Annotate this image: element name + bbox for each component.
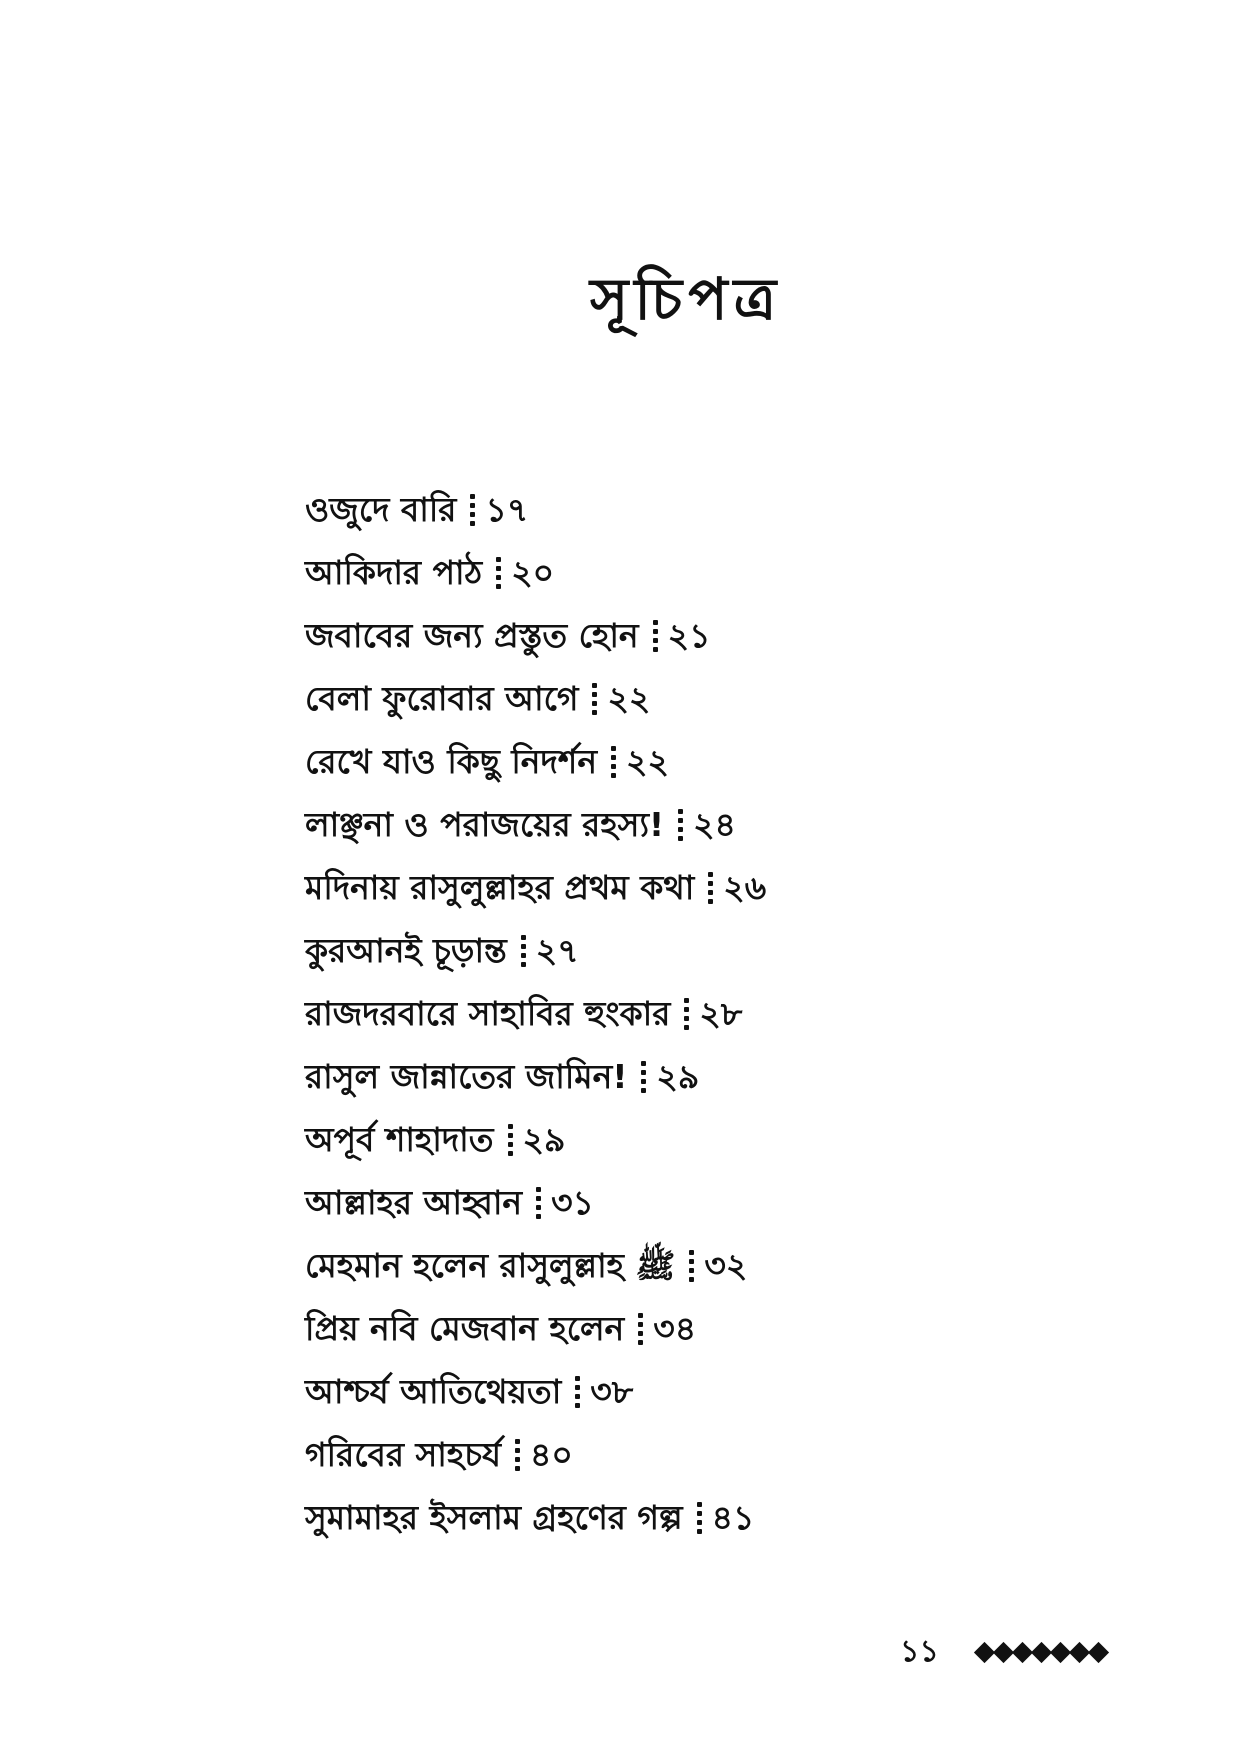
toc-entry-page: ৪১ xyxy=(711,1498,755,1537)
toc-entry-title: রাসুল জান্নাতের জামিন! xyxy=(305,1057,628,1096)
toc-entry-page: ৩২ xyxy=(704,1246,748,1285)
dotted-separator-icon xyxy=(653,619,658,653)
dotted-separator-icon xyxy=(496,556,501,590)
dotted-separator-icon xyxy=(536,1186,541,1220)
toc-entry xyxy=(305,1297,1005,1360)
toc-entry-page: ২২ xyxy=(626,742,669,781)
toc-entry xyxy=(305,1360,1005,1423)
dotted-separator-icon xyxy=(611,745,616,779)
toc-entry xyxy=(305,667,1005,730)
toc-entry-page: ৩১ xyxy=(551,1183,594,1222)
toc-entry-page: ৩৮ xyxy=(590,1372,634,1411)
toc-entry-title: গরিবের সাহচর্য xyxy=(305,1435,502,1474)
dotted-separator-icon xyxy=(508,1123,513,1157)
dotted-separator-icon xyxy=(697,1501,702,1535)
dotted-separator-icon xyxy=(638,1312,643,1346)
page-footer xyxy=(900,1632,1110,1672)
toc-entry-title: আকিদার পাঠ xyxy=(305,553,483,592)
toc-entry-page: ২৯ xyxy=(522,1120,566,1159)
toc-entry xyxy=(305,1171,1005,1234)
toc-entry xyxy=(305,604,1005,667)
toc-entry-page: ২৯ xyxy=(656,1057,700,1096)
dotted-separator-icon xyxy=(515,1438,520,1472)
toc-entry xyxy=(305,1423,1005,1486)
dotted-separator-icon xyxy=(592,682,597,716)
toc-entry-page: ২২ xyxy=(607,679,651,718)
toc-entry-title: ওজুদে বারি xyxy=(305,490,457,529)
toc-entry xyxy=(305,730,1005,793)
page-number: ১১ xyxy=(900,1633,939,1669)
toc-entry-title: আল্লাহর আহ্বান xyxy=(305,1183,523,1222)
dotted-separator-icon xyxy=(470,493,475,527)
toc-entry-title: প্রিয় নবি মেজবান হলেন xyxy=(305,1309,625,1348)
toc-entry-title: জবাবের জন্য প্রস্তুত হোন xyxy=(305,616,639,655)
toc-entry xyxy=(305,478,1005,541)
toc-entry xyxy=(305,1234,1005,1297)
dotted-separator-icon xyxy=(678,808,683,842)
toc-entry-page: ২৬ xyxy=(723,868,767,907)
toc-entry xyxy=(305,1045,1005,1108)
toc-entry-title: বেলা ফুরোবার আগে xyxy=(305,679,579,718)
toc-entry-title: সুমামাহর ইসলাম গ্রহণের গল্প xyxy=(305,1498,683,1537)
toc-entry-page: ৪০ xyxy=(530,1435,573,1474)
toc-entry-page: ২৮ xyxy=(699,994,743,1033)
toc-entry xyxy=(305,793,1005,856)
toc-entry xyxy=(305,541,1005,604)
toc-entry-title: কুরআনই চূড়ান্ত xyxy=(305,931,507,970)
toc-entry-title: মেহমান হলেন রাসুলুল্লাহ ﷺ xyxy=(305,1246,676,1285)
page-title: সূচিপত্র xyxy=(590,265,783,333)
toc-entry xyxy=(305,982,1005,1045)
dotted-separator-icon xyxy=(521,934,526,968)
toc-entry xyxy=(305,1486,1005,1549)
toc-entry-page: ২৪ xyxy=(693,805,736,844)
table-of-contents xyxy=(305,478,1005,1549)
toc-entry-title: মদিনায় রাসুলুল্লাহর প্রথম কথা xyxy=(305,868,695,907)
toc-entry-title: রেখে যাও কিছু নিদর্শন xyxy=(305,742,598,781)
toc-entry xyxy=(305,1108,1005,1171)
toc-entry-page: ৩৪ xyxy=(653,1309,697,1348)
toc-entry-title: অপূর্ব শাহাদাত xyxy=(305,1120,494,1159)
toc-entry-title: রাজদরবারে সাহাবির হুংকার xyxy=(305,994,671,1033)
toc-entry-page: ২০ xyxy=(511,553,555,592)
dotted-separator-icon xyxy=(575,1375,580,1409)
toc-entry-page: ২১ xyxy=(667,616,711,655)
toc-entry-page: ২৭ xyxy=(535,931,579,970)
dotted-separator-icon xyxy=(641,1060,646,1094)
toc-entry xyxy=(305,919,1005,982)
toc-entry-title: লাঞ্ছনা ও পরাজয়ের রহস্য! xyxy=(305,805,665,844)
dotted-separator-icon xyxy=(708,871,713,905)
toc-entry xyxy=(305,856,1005,919)
toc-entry-title: আশ্চর্য আতিথেয়তা xyxy=(305,1372,562,1411)
dotted-separator-icon xyxy=(689,1249,694,1283)
diamond-ornament-icon xyxy=(977,1645,1110,1660)
toc-entry-page: ১৭ xyxy=(485,490,529,529)
dotted-separator-icon xyxy=(684,997,689,1031)
